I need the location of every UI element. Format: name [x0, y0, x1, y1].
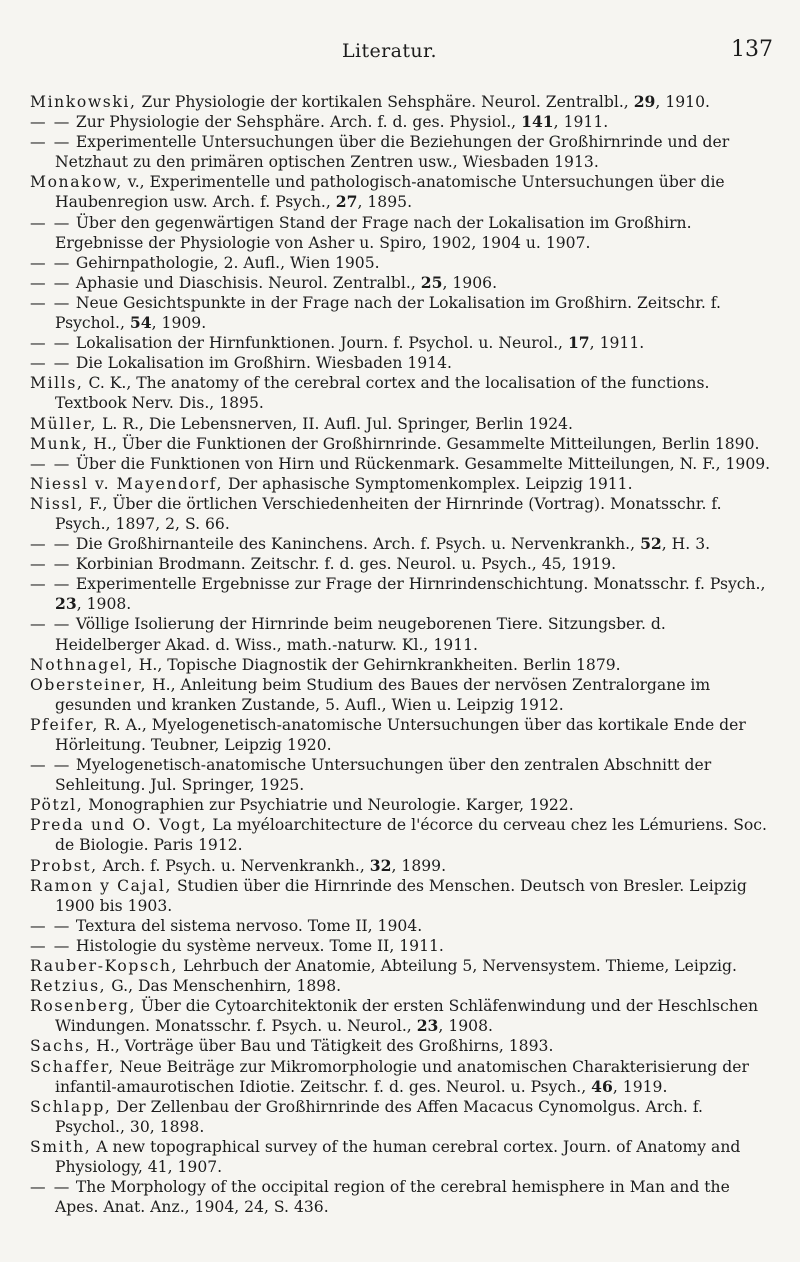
entry-volume: 32: [369, 855, 392, 875]
bibliography-entry: [30, 474, 775, 494]
entry-author: Rosenberg,: [30, 997, 137, 1016]
bibliography-entry: [30, 554, 775, 574]
entry-author: Schlapp,: [30, 1097, 112, 1116]
entry-text: H., Über die Funktionen der Großhirnrinde. Gesammelte Mitteilungen, Berlin 1890.: [88, 434, 760, 453]
page-number: 137: [731, 37, 773, 62]
entry-tail: , 1919.: [612, 1077, 668, 1096]
entry-author: — —: [30, 454, 71, 473]
entry-author: — —: [30, 253, 71, 272]
entry-text: The Morphology of the occipital region of the cerebral hemisphere in Man and the Apes. Anat. Anz., 1904, 24, S. 436.: [55, 1178, 730, 1217]
entry-author: — —: [30, 756, 71, 775]
bibliography-entry: [30, 574, 775, 614]
bibliography-entry: [30, 976, 775, 996]
entry-volume: 23: [416, 1016, 439, 1036]
entry-tail: , 1908.: [76, 595, 132, 614]
bibliography-entry: [30, 353, 775, 373]
entry-author: — —: [30, 916, 71, 935]
bibliography-entry: [30, 856, 775, 876]
entry-text: Studien über die Hirnrinde des Menschen. Deutsch von Bresler. Leipzig 1900 bis 1903.: [55, 876, 747, 915]
bibliography-entry: [30, 1057, 775, 1097]
entry-text: F., Über die örtlichen Verschiedenheiten der Hirnrinde (Vortrag). Monatsschr. f. Psych., 1897, 2, S. 66.: [55, 494, 722, 533]
bibliography-entry: [30, 273, 775, 293]
entry-text: G., Das Menschenhirn, 1898.: [106, 977, 342, 996]
bibliography-entry: [30, 614, 775, 654]
entry-author: Niessl v. Mayendorf,: [30, 474, 224, 493]
bibliography-entry: [30, 815, 775, 855]
bibliography-entry: [30, 112, 775, 132]
entry-author: — —: [30, 354, 71, 373]
entry-text: v., Experimentelle und pathologisch-anatomische Untersuchungen über die Haubenregion usw. Arch. f. Psych.,: [55, 173, 725, 212]
entry-text: La myéloarchitecture de l'écorce du cerveau chez les Lémuriens. Soc. de Biologie. Paris 1912.: [55, 816, 767, 855]
entry-text: Monographien zur Psychiatrie und Neurologie. Karger, 1922.: [83, 796, 574, 815]
bibliography-entry: [30, 1036, 775, 1056]
entry-author: Obersteiner,: [30, 675, 148, 694]
entry-text: R. A., Myelogenetisch-anatomische Untersuchungen über das kortikale Ende der Hörleitung. Teubner, Leipzig 1920.: [55, 715, 746, 754]
entry-text: Zur Physiologie der kortikalen Sehsphäre. Neurol. Zentralbl.,: [136, 93, 634, 111]
entry-author: Munk,: [30, 434, 89, 453]
entry-author: — —: [30, 334, 71, 353]
entry-volume: 17: [567, 333, 590, 353]
bibliography-entry: [30, 755, 775, 795]
bibliography-entry: [30, 1137, 775, 1177]
entry-text: Völlige Isolierung der Hirnrinde beim neugeborenen Tiere. Sitzungsber. d. Heidelberger Akad. d. Wiss., math.-naturw. Kl., 1911.: [55, 615, 666, 654]
bibliography-entry: [30, 715, 775, 755]
entry-tail: , 1899.: [391, 856, 447, 875]
entry-author: — —: [30, 575, 71, 594]
bibliography-entry: [30, 795, 775, 815]
bibliography-entry: [30, 172, 775, 212]
entry-text: Der aphasische Symptomenkomplex. Leipzig 1911.: [223, 474, 633, 493]
entry-text: Aphasie und Diaschisis. Neurol. Zentralbl.,: [70, 273, 421, 292]
entry-author: — —: [30, 1178, 71, 1197]
entry-author: Rauber-Kopsch,: [30, 957, 179, 976]
bibliography-entry: [30, 454, 775, 474]
entry-volume: 46: [591, 1076, 613, 1096]
entry-text: Experimentelle Ergebnisse zur Frage der Hirnrindenschichtung. Monatsschr. f. Psych.,: [70, 575, 766, 594]
entry-author: Pötzl,: [30, 796, 84, 815]
bibliography-entry: [30, 876, 775, 916]
bibliography-entry: [30, 956, 775, 976]
entry-text: Arch. f. Psych. u. Nervenkrankh.,: [97, 856, 370, 875]
entry-author: Mills,: [30, 374, 84, 393]
entry-text: Zur Physiologie der Sehsphäre. Arch. f. d. ges. Physiol.,: [70, 113, 522, 132]
bibliography-entry: [30, 213, 775, 253]
entry-volume: 29: [633, 92, 656, 111]
entry-author: Müller,: [30, 414, 98, 433]
entry-text: Die Lokalisation im Großhirn. Wiesbaden 1914.: [70, 354, 452, 373]
entry-text: Lokalisation der Hirnfunktionen. Journ. f. Psychol. u. Neurol.,: [70, 334, 568, 353]
entry-author: Schaffer,: [30, 1057, 115, 1076]
entry-volume: 141: [521, 112, 554, 132]
entry-author: Smith,: [30, 1137, 92, 1156]
entry-text: Neue Beiträge zur Mikromorphologie und anatomischen Charakterisierung der infantil-amaurotischen Idiotie. Zeitschr. f. d. ges. Neurol. u. Psych.,: [55, 1057, 749, 1096]
entry-text: Myelogenetisch-anatomische Untersuchungen über den zentralen Abschnitt der Sehleitung. Jul. Springer, 1925.: [55, 756, 712, 795]
entry-volume: 54: [129, 313, 152, 333]
entry-text: H., Topische Diagnostik der Gehirnkrankheiten. Berlin 1879.: [133, 655, 621, 674]
entry-text: H., Vorträge über Bau und Tätigkeit des Großhirns, 1893.: [91, 1037, 554, 1056]
entry-author: Ramon y Cajal,: [30, 876, 173, 895]
entry-volume: 52: [640, 534, 662, 554]
entry-author: — —: [30, 213, 71, 232]
bibliography-entry: [30, 996, 775, 1036]
entry-text: Histologie du système nerveux. Tome II, 1911.: [70, 936, 444, 955]
entry-author: — —: [30, 936, 71, 955]
bibliography-list: [30, 92, 775, 1217]
entry-text: H., Anleitung beim Studium des Baues der nervösen Zentralorgane im gesunden und kranken Zustande, 5. Aufl., Wien u. Leipzig 1912.: [55, 675, 711, 714]
entry-text: Neue Gesichtspunkte in der Frage nach der Lokalisation im Großhirn. Zeitschr. f. Psychol.,: [55, 293, 721, 333]
bibliography-entry: [30, 675, 775, 715]
entry-author: Pfeifer,: [30, 715, 99, 734]
entry-text: Über die Cytoarchitektonik der ersten Schläfenwindung und der Heschlschen Windungen. Monatsschr. f. Psych. u. Neurol.,: [55, 997, 759, 1036]
running-title: Literatur.: [342, 40, 437, 62]
entry-author: — —: [30, 293, 71, 312]
entry-tail: , 1906.: [442, 273, 498, 292]
entry-author: Monakow,: [30, 173, 123, 192]
entry-text: Über die Funktionen von Hirn und Rückenmark. Gesammelte Mitteilungen, N. F., 1909.: [70, 454, 771, 473]
bibliography-entry: [30, 414, 775, 434]
bibliography-entry: [30, 534, 775, 554]
bibliography-entry: [30, 1177, 775, 1217]
bibliography-entry: [30, 132, 775, 172]
entry-text: Der Zellenbau der Großhirnrinde des Affen Macacus Cynomolgus. Arch. f. Psychol., 30, 1898.: [55, 1097, 704, 1136]
bibliography-entry: [30, 253, 775, 273]
entry-text: Experimentelle Untersuchungen über die Beziehungen der Großhirnrinde und der Netzhaut zu den primären optischen Zentren usw., Wiesbaden 1913.: [55, 133, 730, 172]
entry-author: — —: [30, 133, 71, 152]
entry-author: — —: [30, 113, 71, 132]
bibliography-entry: [30, 655, 775, 675]
entry-tail: , 1911.: [589, 334, 645, 353]
entry-author: — —: [30, 535, 71, 554]
bibliography-entry: [30, 373, 775, 413]
entry-author: Retzius,: [30, 977, 107, 996]
bibliography-entry: [30, 434, 775, 454]
bibliography-entry: [30, 936, 775, 956]
bibliography-entry: [30, 494, 775, 534]
entry-tail: , H. 3.: [661, 535, 711, 554]
bibliography-entry: [30, 333, 775, 353]
entry-tail: , 1910.: [655, 93, 710, 111]
bibliography-entry: [30, 1097, 775, 1137]
bibliography-entry: [30, 92, 775, 112]
entry-author: Minkowski,: [30, 93, 137, 111]
entry-text: Gehirnpathologie, 2. Aufl., Wien 1905.: [70, 253, 380, 272]
entry-author: — —: [30, 555, 71, 574]
entry-tail: , 1909.: [151, 314, 207, 333]
entry-tail: , 1895.: [357, 193, 413, 212]
entry-author: Sachs,: [30, 1037, 92, 1056]
entry-author: Nothnagel,: [30, 655, 134, 674]
bibliography-entry: [30, 293, 775, 333]
entry-tail: , 1908.: [438, 1017, 493, 1036]
entry-text: Korbinian Brodmann. Zeitschr. f. d. ges. Neurol. u. Psych., 45, 1919.: [70, 555, 617, 574]
entry-author: — —: [30, 615, 71, 634]
entry-text: A new topographical survey of the human cerebral cortex. Journ. of Anatomy and Physiology, 41, 1907.: [55, 1137, 741, 1176]
entry-author: Probst,: [30, 856, 98, 875]
entry-volume: 27: [335, 192, 358, 212]
entry-text: Über den gegenwärtigen Stand der Frage nach der Lokalisation im Großhirn. Ergebnisse der Physiologie von Asher u. Spiro, 1902, 1904 u. 1907.: [55, 213, 692, 252]
entry-author: Nissl,: [30, 494, 85, 513]
page-header: [0, 37, 800, 70]
entry-volume: 25: [420, 272, 443, 292]
entry-author: Preda und O. Vogt,: [30, 816, 208, 835]
entry-author: — —: [30, 273, 71, 292]
entry-text: Die Großhirnanteile des Kaninchens. Arch. f. Psych. u. Nervenkrankh.,: [70, 535, 641, 554]
entry-text: C. K., The anatomy of the cerebral cortex and the localisation of the functions. Textbook Nerv. Dis., 1895.: [55, 374, 710, 413]
bibliography-entry: [30, 916, 775, 936]
entry-volume: 23: [55, 594, 77, 614]
entry-text: Textura del sistema nervoso. Tome II, 1904.: [70, 916, 423, 935]
entry-text: Lehrbuch der Anatomie, Abteilung 5, Nervensystem. Thieme, Leipzig.: [178, 957, 737, 976]
entry-tail: , 1911.: [553, 113, 609, 132]
entry-text: L. R., Die Lebensnerven, II. Aufl. Jul. Springer, Berlin 1924.: [97, 414, 574, 433]
